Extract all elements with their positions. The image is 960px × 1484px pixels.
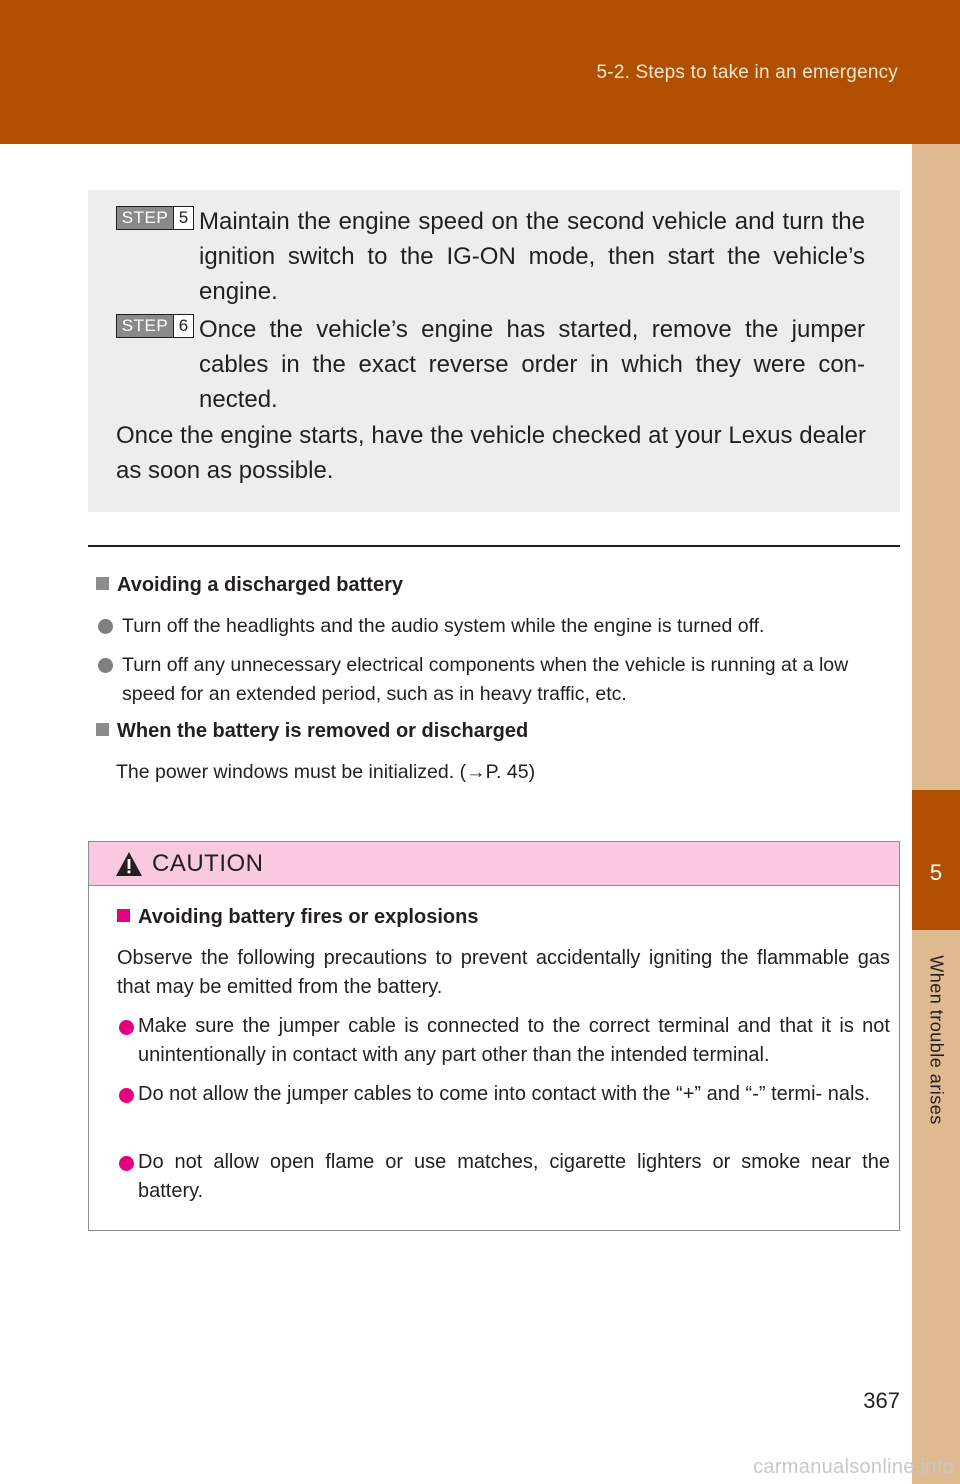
round-bullet-icon <box>119 1156 134 1171</box>
side-tab-chapter-number: 5 <box>929 860 943 885</box>
steps-closing-text: Once the engine starts, have the vehicle checked at your Lexus dealer as soon as possible. <box>116 422 866 484</box>
page-header <box>0 0 960 144</box>
caution-bullet: Do not allow the jumper cables to come into contact with the “+” and “-” termi- nals. <box>119 1080 890 1109</box>
round-bullet-icon <box>98 658 113 673</box>
note-heading: When the battery is removed or discharged <box>96 720 528 743</box>
square-bullet-icon <box>96 577 109 590</box>
watermark: carmanualsonline.info <box>753 1456 954 1478</box>
caution-box <box>88 841 900 1231</box>
caution-header <box>89 842 899 886</box>
warning-triangle-icon <box>115 851 143 877</box>
note-bullet: Turn off the headlights and the audio system while the engine is turned off. <box>98 612 888 641</box>
steps-box <box>88 190 900 512</box>
round-bullet-icon <box>119 1020 134 1035</box>
step-badge-number: 6 <box>173 315 193 337</box>
note-bullet: Turn off any unnecessary electrical components when the vehicle is running at a low speed for an extended period, such as in heavy traffic, etc. <box>98 651 888 709</box>
caution-bullet: Make sure the jumper cable is connected to the correct terminal and that it is not unintentionally in contact with any part other than the intended terminal. <box>119 1012 890 1070</box>
step-badge-number: 5 <box>173 207 193 229</box>
caution-heading: Avoiding battery fires or explosions <box>117 906 478 929</box>
step-text: Maintain the engine speed on the second vehicle and turn the ignition switch to the IG-ON mode, then start the vehicle’s engine. <box>199 208 865 305</box>
caution-intro: Observe the following precautions to prevent accidentally igniting the flammable gas that may be emitted from the battery. <box>117 947 890 998</box>
round-bullet-icon <box>119 1088 134 1103</box>
step-badge <box>116 314 194 338</box>
step-badge-label: STEP <box>117 315 173 337</box>
square-bullet-icon <box>96 723 109 736</box>
page-number: 367 <box>863 1388 900 1413</box>
side-tab-label: When trouble arises <box>926 955 947 1125</box>
section-divider <box>88 545 900 547</box>
note-heading: Avoiding a discharged battery <box>96 574 403 597</box>
caution-title: CAUTION <box>152 850 264 877</box>
step-badge <box>116 206 194 230</box>
caution-bullet: Do not allow open flame or use matches, cigarette lighters or smoke near the battery. <box>119 1148 890 1206</box>
section-title: 5-2. Steps to take in an emergency <box>596 62 898 83</box>
square-bullet-icon <box>117 909 130 922</box>
step-text: Once the vehicle’s engine has started, remove the jumper cables in the exact reverse order in which they were con- nected. <box>199 316 865 413</box>
step-badge-label: STEP <box>117 207 173 229</box>
round-bullet-icon <box>98 619 113 634</box>
note-text: The power windows must be initialized. (→P. 45) <box>116 761 536 783</box>
